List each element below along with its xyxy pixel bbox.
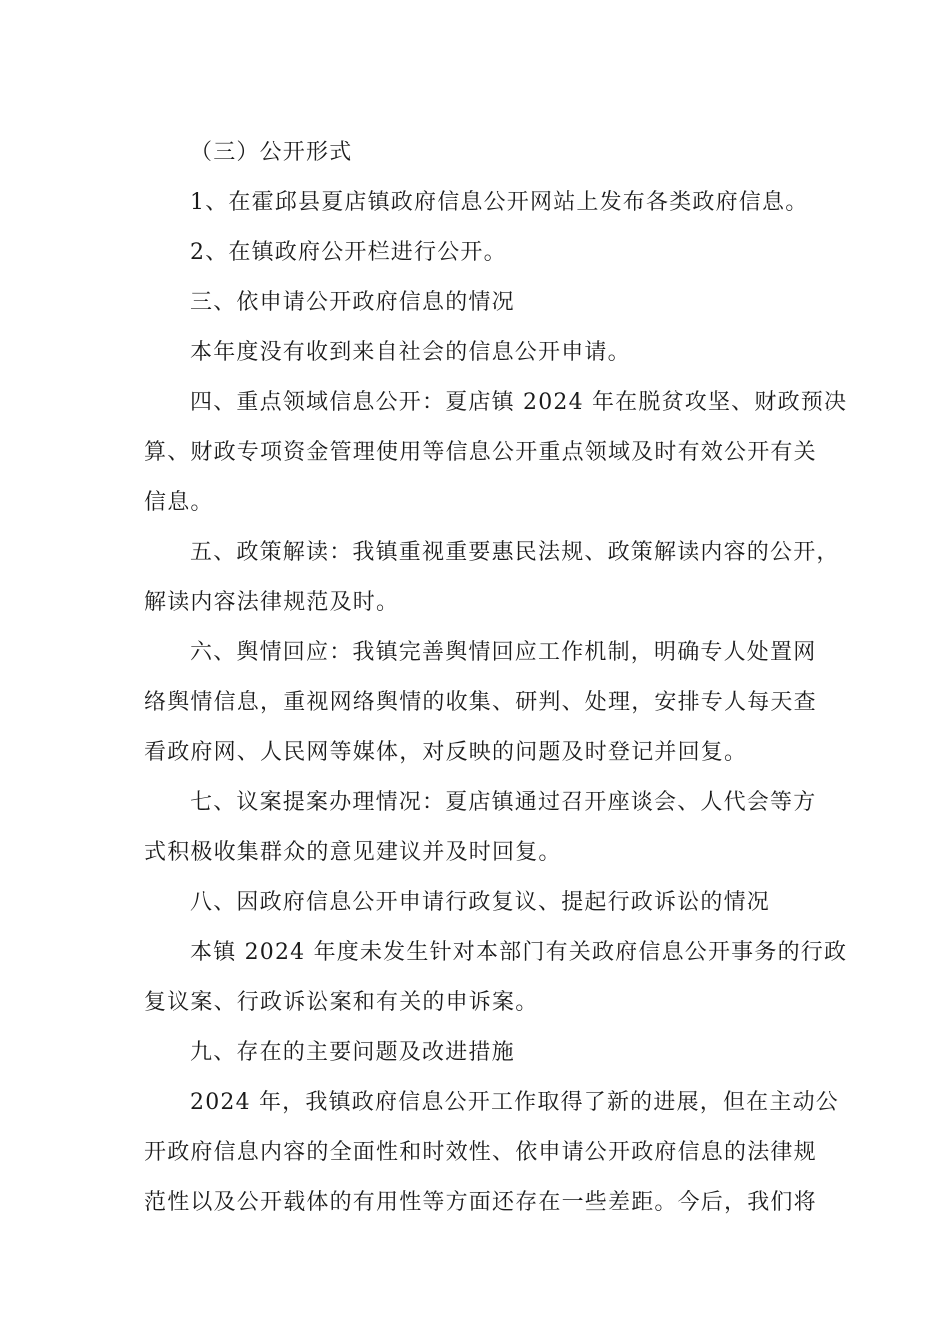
section-heading-reconsideration: 八、因政府信息公开申请行政复议、提起行政诉讼的情况 [190, 890, 771, 915]
paragraph-line: 本年度没有收到来自社会的信息公开申请。 [190, 340, 631, 365]
section-heading-publication-form: （三）公开形式 [190, 140, 353, 165]
section-heading-problems: 九、存在的主要问题及改进措施 [190, 1040, 515, 1065]
paragraph-line: 范性以及公开载体的有用性等方面还存在一些差距。今后，我们将 [144, 1190, 817, 1215]
paragraph-line: 信息。 [144, 490, 214, 515]
paragraph-line: 解读内容法律规范及时。 [144, 590, 400, 615]
paragraph-line: 2、在镇政府公开栏进行公开。 [190, 240, 507, 265]
section-heading-policy-interpretation: 五、政策解读：我镇重视重要惠民法规、政策解读内容的公开， [190, 540, 840, 565]
paragraph-line: 看政府网、人民网等媒体，对反映的问题及时登记并回复。 [144, 740, 748, 765]
section-heading-key-areas: 四、重点领域信息公开：夏店镇 2024 年在脱贫攻坚、财政预决 [190, 390, 848, 415]
paragraph-line: 式积极收集群众的意见建议并及时回复。 [144, 840, 562, 865]
paragraph-line: 2024 年，我镇政府信息公开工作取得了新的进展，但在主动公 [190, 1090, 839, 1115]
paragraph-line: 复议案、行政诉讼案和有关的申诉案。 [144, 990, 539, 1015]
section-heading-public-opinion: 六、舆情回应：我镇完善舆情回应工作机制，明确专人处置网 [190, 640, 817, 665]
section-heading-on-request: 三、依申请公开政府信息的情况 [190, 290, 515, 315]
paragraph-line: 开政府信息内容的全面性和时效性、依申请公开政府信息的法律规 [144, 1140, 817, 1165]
paragraph-line: 络舆情信息，重视网络舆情的收集、研判、处理，安排专人每天查 [144, 690, 817, 715]
paragraph-line: 1、在霍邱县夏店镇政府信息公开网站上发布各类政府信息。 [190, 190, 809, 215]
paragraph-line: 算、财政专项资金管理使用等信息公开重点领域及时有效公开有关 [144, 440, 817, 465]
section-heading-proposals: 七、议案提案办理情况：夏店镇通过召开座谈会、人代会等方 [190, 790, 817, 815]
paragraph-line: 本镇 2024 年度未发生针对本部门有关政府信息公开事务的行政 [190, 940, 848, 965]
